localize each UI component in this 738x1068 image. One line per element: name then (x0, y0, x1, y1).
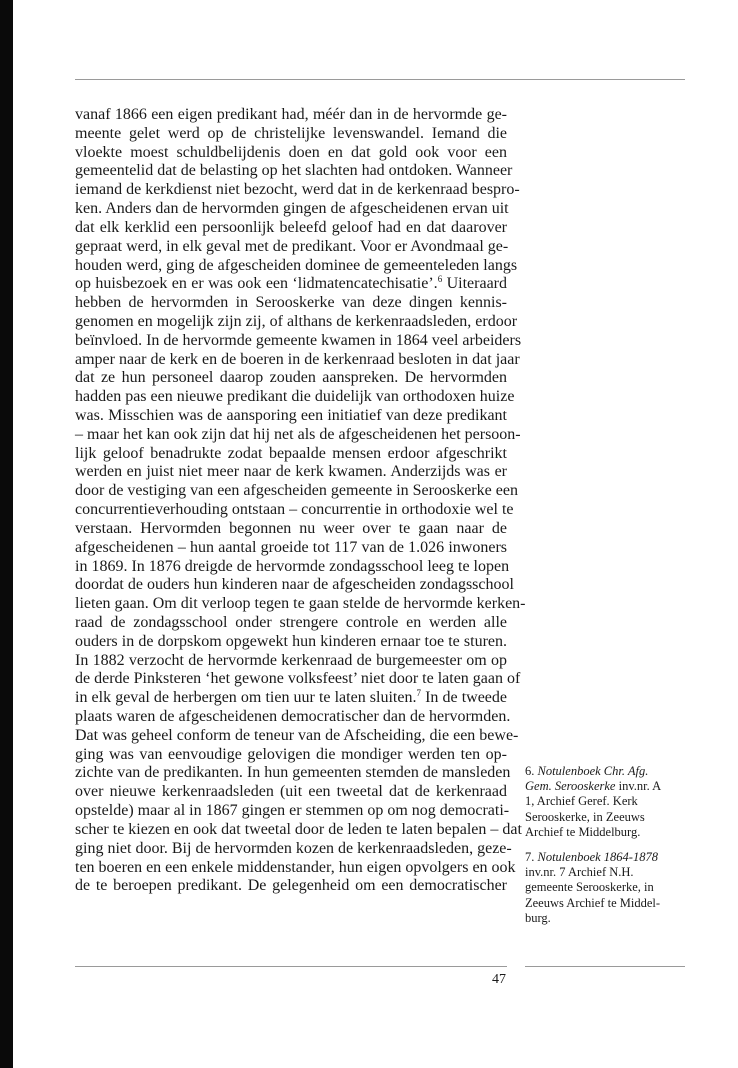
footnote-source-title: Notulenboek Chr. Afg. (537, 764, 649, 778)
footnote-line (525, 850, 685, 865)
text-line: gemeentelid dat de belasting op het slachten had ontdoken. Wanneer (75, 162, 513, 180)
text-line: lieten gaan. Om dit verloop tegen te gaan stelde de hervormde kerken- (75, 595, 526, 613)
text-line: door de vestiging van een afgescheiden gemeente in Serooskerke een (75, 482, 518, 500)
text-line: ken. Anders dan de hervormden gingen de afgescheidenen ervan uit (75, 200, 509, 218)
text-line: vanaf 1866 een eigen predikant had, méér dan in de hervormde ge- (75, 106, 507, 123)
footnote-number: 6. (525, 764, 538, 778)
text-line: beïnvloed. In de hervormde gemeente kwamen in 1864 veel arbeiders (75, 331, 522, 349)
text-line-with-footnote-ref (75, 689, 507, 708)
footnote-line: Serooskerke, in Zeeuws (525, 809, 645, 824)
footnote-6 (525, 764, 685, 840)
text-line: meente gelet werd op de christelijke levenswandel. Iemand die (75, 124, 507, 142)
body-text (75, 106, 526, 896)
text-line: verstaan. Hervormden begonnen nu weer over te gaan naar de (75, 519, 507, 537)
footnote-ref-7[interactable]: 7 (416, 688, 421, 699)
bottom-rule-notes (525, 966, 685, 967)
text-line: dat ze hun personeel daarop zouden aanspreken. De hervormden (75, 369, 507, 387)
footnote-number: 7. (525, 850, 538, 865)
text-line: hadden pas een nieuwe predikant die duidelijk van orthodoxen huize (75, 388, 515, 406)
scan-edge-bar (0, 0, 13, 1068)
text-line: ging was van eenvoudige gelovigen die mondiger werden ten op- (75, 745, 507, 763)
footnote-line: Zeeuws Archief te Middel- (525, 895, 661, 910)
footnote-line: burg. (525, 910, 551, 925)
text-line: ouders in de dorpskom opgewekt hun kinderen ernaar toe te sturen. (75, 632, 507, 650)
text-line: – maar het kan ook zijn dat hij net als de afgescheidenen het persoon- (75, 425, 521, 443)
footnote-source-title: Notulenboek 1864-1878 (537, 850, 658, 865)
text-line: lijk geloof benadrukte zodat bepaalde mensen erdoor afgeschrikt (75, 444, 507, 462)
text-line: ten boeren en een enkele middenstander, hun eigen opvolgers en ook (75, 858, 516, 876)
text-segment: in elk geval de herbergen om tien uur te laten sluiten. (75, 689, 417, 707)
bottom-rule-main (75, 966, 507, 967)
text-line: de te beroepen predikant. De gelegenheid om een democratischer (75, 877, 507, 895)
text-line: plaats waren de afgescheidenen democratischer dan de hervormden. (75, 708, 511, 725)
footnote-text: inv.nr. A (615, 779, 662, 794)
text-line: iemand de kerkdienst niet bezocht, werd dat in de kerkenraad bespro- (75, 181, 520, 199)
text-line: werden en juist niet meer naar de kerk kwamen. Anderzijds was er (75, 463, 507, 481)
footnote-line: Archief te Middelburg. (525, 824, 641, 839)
footnote-7 (525, 850, 685, 926)
text-segment: In de tweede (420, 689, 508, 707)
text-line: Dat was geheel conform de teneur van de Afscheiding, die een bewe- (75, 726, 519, 744)
top-rule (75, 79, 685, 80)
page-number: 47 (492, 972, 506, 987)
footnote-line: 1, Archief Geref. Kerk (525, 794, 638, 809)
text-line: gepraat werd, in elk geval met de predikant. Voor er Avondmaal ge- (75, 237, 509, 255)
text-line: afgescheidenen – hun aantal groeide tot 117 van de 1.026 inwoners (75, 538, 507, 556)
text-line: houden werd, ging de afgescheiden dominee de gemeenteleden langs (75, 256, 518, 274)
text-segment: Uiteraard (442, 275, 507, 293)
text-line: amper naar de kerk en de boeren in de kerkenraad besloten in dat jaar (75, 350, 520, 368)
footnote-line: gemeente Serooskerke, in (525, 880, 654, 895)
text-line: de derde Pinksteren ‘het gewone volksfeest’ niet door te laten gaan of (75, 670, 521, 688)
text-line: doordat de ouders hun kinderen naar de afgescheiden zondagsschool (75, 576, 514, 594)
footnote-line (525, 764, 685, 779)
text-line: dat elk kerklid een persoonlijk beleefd geloof had en dat daarover (75, 218, 507, 236)
text-line: concurrentieverhouding ontstaan – concurrentie in orthodoxie wel te (75, 501, 514, 519)
text-line: in 1869. In 1876 dreigde de hervormde zondagsschool leeg te lopen (75, 557, 510, 575)
footnote-line (525, 779, 685, 794)
text-line: hebben de hervormden in Serooskerke van deze dingen kennis- (75, 294, 507, 312)
text-line: In 1882 verzocht de hervormde kerkenraad de burgemeester om op (75, 651, 507, 669)
text-segment: op huisbezoek en er was ook een ‘lidmatencatechisatie’. (75, 275, 438, 293)
footnotes-column (525, 764, 685, 936)
text-line-with-footnote-ref (75, 275, 507, 294)
text-line: zichte van de predikanten. In hun gemeenten stemden de mansleden (75, 764, 511, 782)
text-line: vloekte moest schuldbelijdenis doen en dat gold ook voor een (75, 143, 507, 161)
text-line: opstelde) maar al in 1867 gingen er stemmen op om nog democrati- (75, 802, 510, 820)
footnote-source-title: Gem. Serooskerke (525, 779, 616, 794)
text-line: raad de zondagsschool onder strengere controle en werden alle (75, 613, 507, 631)
text-line: scher te kiezen en ook dat tweetal door de leden te laten bepalen – dat (75, 820, 522, 838)
text-line: was. Misschien was de aansporing een initiatief van deze predikant (75, 407, 507, 424)
text-line: ging niet door. Bij de hervormden kozen de kerkenraadsleden, geze- (75, 839, 512, 857)
footnote-ref-6[interactable]: 6 (437, 274, 443, 285)
text-line: genomen en mogelijk zijn zij, of althans de kerkenraadsleden, erdoor (75, 312, 518, 330)
text-line: over nieuwe kerkenraadsleden (uit een tweetal dat de kerkenraad (75, 783, 507, 801)
footnote-line: inv.nr. 7 Archief N.H. (525, 865, 634, 880)
